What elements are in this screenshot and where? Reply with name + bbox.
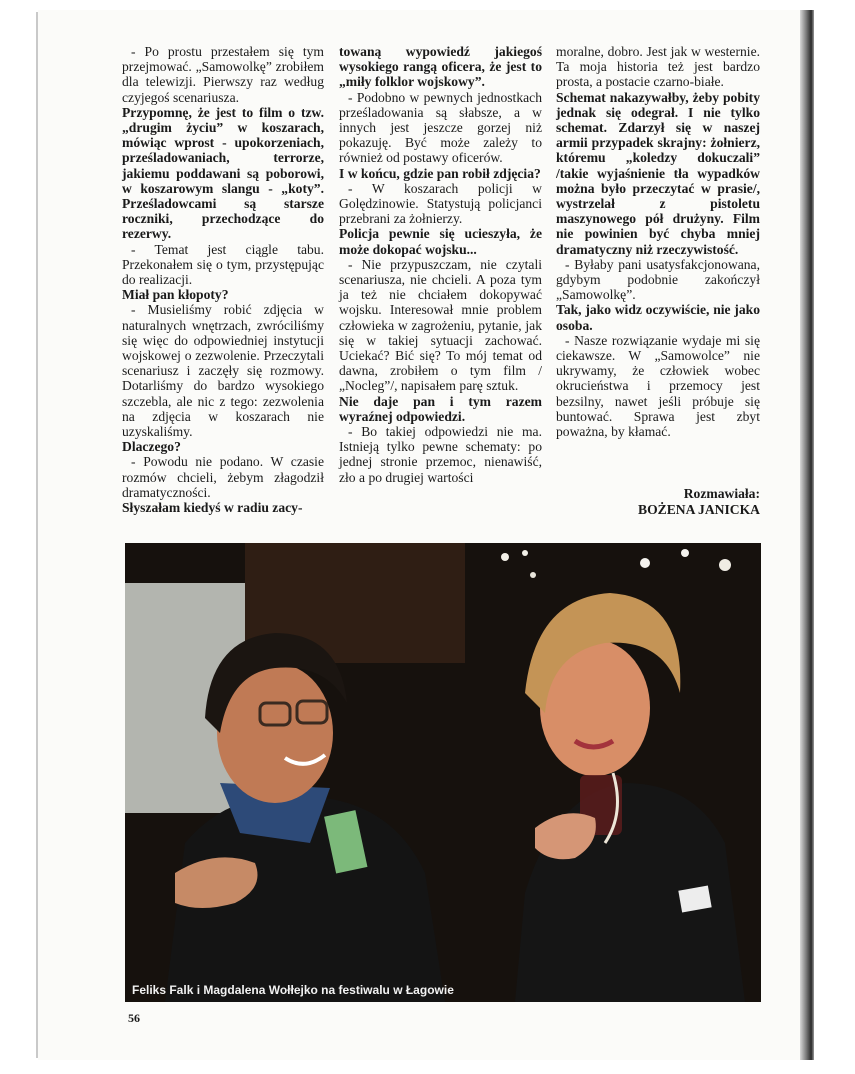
interviewer-credit (600, 486, 760, 517)
interview-answer: - Musieliśmy robić zdjęcia w naturalnych wnętrzach, zwróciliśmy się więc do odpowiedniej instytucji wojskowej o zezwolenie. Przeczytali scenariusz i zaczęły się rozmowy. Dotarliśmy do bardzo wysokiego szczebla, ale nic z tego: zezwolenia na zdjęcia w koszarach nie uzyskaliśmy. (122, 302, 324, 440)
interview-question: I w końcu, gdzie pan robił zdjęcia? (339, 165, 541, 181)
page-number: 56 (128, 1011, 140, 1025)
page-binding-edge (800, 10, 814, 1060)
interview-answer: - Nie przypuszczam, nie czytali scenariusza, nie chcieli. A poza tym ja też nie chciałem dokopywać wojsku. Interesował mnie problem człowieka w zagrożeniu, pytanie, jak się w takiej sytuacji zachować. Uciekać? Bić się? To mój temat od dawna, zrobiłem o tym film /„Nocleg”/, napisałem parę sztuk. (339, 256, 542, 394)
interview-question: Tak, jako widz oczywiście, nie jako osoba. (556, 302, 760, 333)
interview-question: Nie daje pan i tym razem wyraźnej odpowiedzi. (339, 393, 542, 424)
article-column-2 (339, 44, 542, 485)
interview-answer: - W koszarach policji w Golędzinowie. Statystują policjanci przebrani za żołnierzy. (339, 180, 542, 227)
photo-caption: Feliks Falk i Magdalena Wołłejko na festiwalu w Łagowie (132, 983, 454, 997)
interview-question: Słyszałam kiedyś w radiu zacy- (122, 500, 303, 516)
interviewer-name: BOŻENA JANICKA (638, 501, 760, 517)
interview-answer: - Po prostu przestałem się tym przejmować. „Samowolkę” zrobiłem dla telewizji. Pierwszy raz według czyjegoś scenariusza. (122, 44, 324, 105)
interview-answer: - Byłaby pani usatysfakcjonowana, gdybym podobnie zakończył „Samowolkę”. (556, 256, 760, 303)
interview-question: Przypomnę, że jest to film o tzw. „drugim życiu” w koszarach, mówiąc wprost - upokorzeniach, prześladowaniach, terrorze, jakiemu poddawani są poborowi, w koszarowym slangu - „koty”. Prześladowcami są starsze roczniki, przechodzące do rezerwy. (122, 104, 324, 242)
page-left-edge (36, 12, 38, 1058)
photo-illustration (125, 543, 761, 1002)
interview-answer: - Podobno w pewnych jednostkach prześladowania są słabsze, a w innych jest jeszcze gorzej niż pokazuję. Być może zależy to również od postawy oficerów. (339, 89, 542, 166)
festival-photo (125, 543, 761, 1002)
interviewer-label: Rozmawiała: (683, 486, 760, 501)
interview-question: Schemat nakazywałby, żeby pobity jednak się odegrał. I nie tylko schemat. Zdarzył się w naszej armii przypadek skrajny: żołnierz, któremu „koledzy dokuczali” /takie wyjaśnienie tła wypadków można było przeczytać w prasie/, wystrzelał z pistoletu maszynowego pół drużyny. Film nie powinien być chyba mniej dramatyczny niż rzeczywistość. (556, 89, 760, 257)
interview-answer: - Temat jest ciągle tabu. Przekonałem się o tym, przystępując do realizacji. (122, 241, 324, 288)
article-column-1 (122, 44, 324, 515)
interview-question: Policja pewnie się ucieszyła, że może dokopać wojsku... (339, 226, 542, 257)
interview-question: Dlaczego? (122, 439, 181, 455)
article-column-3 (556, 44, 760, 439)
interview-question: towaną wypowiedź jakiegoś wysokiego rangą oficera, że jest to „miły folklor wojskowy”. (339, 44, 542, 90)
interview-answer: moralne, dobro. Jest jak w westernie. Ta moja historia też jest bardzo prosta, a postacie czarno-białe. (556, 44, 760, 90)
interview-answer: - Bo takiej odpowiedzi nie ma. Istnieją tylko pewne schematy: po jednej stronie przemoc, nienawiść, zło a po drugiej wartości (339, 424, 542, 485)
interview-answer: - Nasze rozwiązanie wydaje mi się ciekawsze. W „Samowolce” nie ukrywamy, że człowiek wobec okrucieństwa i przemocy jest bezsilny, nawet jeśli próbuje się buntować. Sprawa jest zbyt poważna, by kłamać. (556, 332, 760, 440)
interview-question: Miał pan kłopoty? (122, 287, 229, 303)
interview-answer: - Powodu nie podano. W czasie rozmów chcieli, żebym złagodził dramatyczności. (122, 454, 324, 500)
